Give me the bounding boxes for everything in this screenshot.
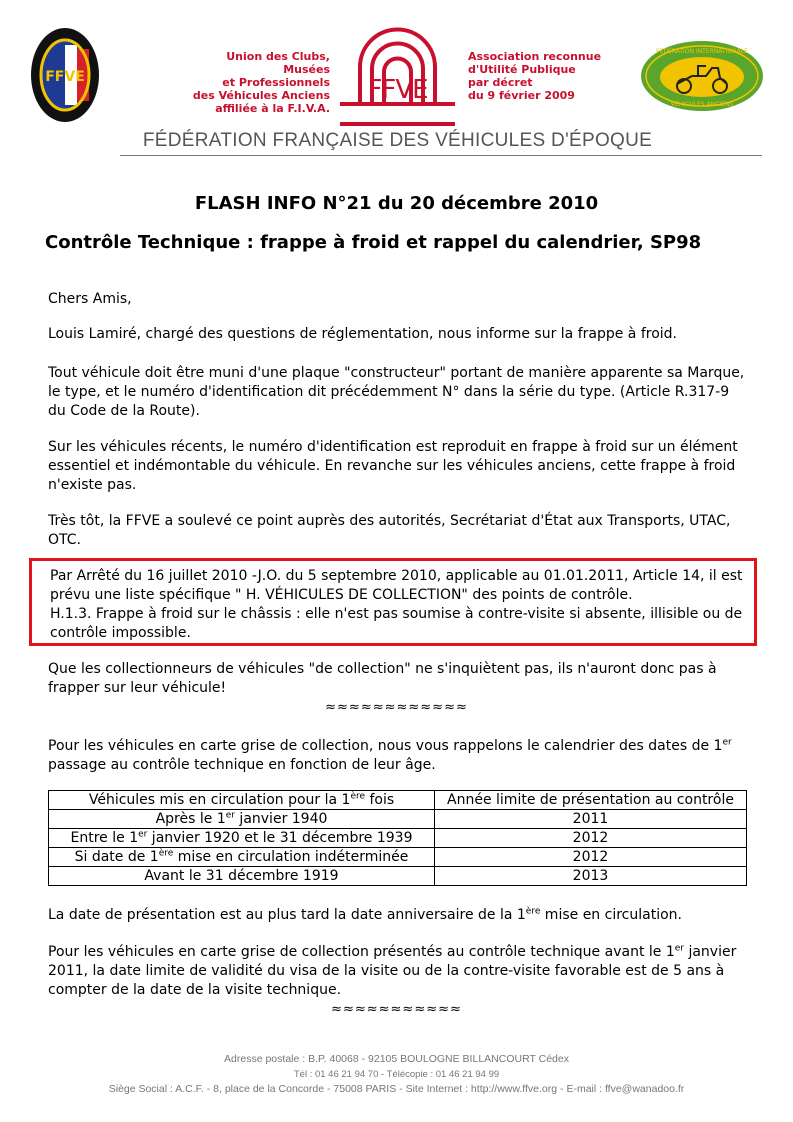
table-header-row: [49, 791, 747, 810]
paragraph-lamire: Louis Lamiré, chargé des questions de réglementation, nous informe sur la frappe à froid.: [48, 326, 678, 342]
footer: [0, 1052, 793, 1097]
cell-text: Si date de 1: [74, 849, 159, 865]
paragraph-rappel: [48, 737, 748, 775]
footer-phone: Tél : 01 46 21 94 70 - Télécopie : 01 46 21 94 99: [293, 1069, 500, 1080]
ffve-logo-letters: FFVE: [367, 75, 428, 105]
union-line: des Véhicules Anciens: [192, 89, 330, 102]
cell-text-end: mise en circulation indéterminée: [173, 849, 409, 865]
footer-address: Adresse postale : B.P. 40068 - 92105 BOULOGNE BILLANCOURT Cédex: [224, 1053, 569, 1065]
superscript: ère: [350, 791, 366, 802]
date-pres-text-end: mise en circulation.: [540, 907, 682, 923]
greeting: Chers Amis,: [48, 291, 132, 307]
table-cell-period: [49, 810, 435, 829]
table-cell-year: 2013: [435, 867, 747, 886]
union-line: affiliée à la F.I.V.A.: [215, 102, 330, 115]
header-text: Véhicules mis en circulation pour la 1: [88, 792, 351, 808]
footer-seat: Siège Social : A.C.F. - 8, place de la Concorde - 75008 PARIS - Site Internet : http://www.ffve.org - E-mail : ffve@wanadoo.fr: [108, 1083, 685, 1095]
superscript: ère: [525, 906, 541, 917]
cell-text-end: janvier 1940: [234, 811, 328, 827]
subject-title: Contrôle Technique : frappe à froid et rappel du calendrier, SP98: [45, 232, 702, 253]
cell-text: Avant le 31 décembre 1919: [144, 868, 339, 884]
union-line: Union des Clubs, Musées: [226, 50, 330, 76]
union-line: et Professionnels: [222, 76, 330, 89]
paragraph-ffve: Très tôt, la FFVE a soulevé ce point auprès des autorités, Secrétariat d'État aux Transports, UTAC, OTC.: [48, 513, 731, 548]
ffve-round-logo: [30, 25, 100, 125]
flash-info-title: FLASH INFO N°21 du 20 décembre 2010: [194, 193, 599, 214]
header-divider: [120, 155, 762, 156]
superscript: er: [674, 943, 684, 954]
association-line: par décret: [468, 76, 533, 89]
calendar-table: [48, 790, 747, 886]
paragraph-plaque: Tout véhicule doit être muni d'une plaque "constructeur" portant de manière apparente sa Marque, le type, et le numéro d'identification dit précédemment N° dans la série du type. (Article R.317-9 du Code de la Route).: [48, 365, 745, 419]
fiva-logo-top-text: FÉDÉRATION INTERNATIONALE: [656, 48, 748, 55]
federation-name: FÉDÉRATION FRANÇAISE DES VÉHICULES D'ÉPOQUE: [142, 130, 653, 151]
arrete-h13-text: H.1.3. Frappe à froid sur le châssis : elle n'est pas soumise à contre-visite si absente, illisible ou de contrôle impossible.: [50, 606, 743, 641]
union-description: [180, 50, 330, 115]
paragraph-arrete: [50, 567, 750, 643]
paragraph-recent-vehicles: Sur les véhicules récents, le numéro d'identification est reproduit en frappe à froid sur un élément essentiel et indémontable du véhicule. En revanche sur les véhicules anciens, cette frappe à froid n'existe pas.: [48, 439, 738, 493]
arrete-text: Par Arrêté du 16 juillet 2010 -J.O. du 5 septembre 2010, applicable au 01.01.2011, Article 14, il est prévu une liste spécifique " H. VÉHICULES DE COLLECTION" des points de contrôle.: [50, 568, 743, 603]
separator: ≈≈≈≈≈≈≈≈≈≈≈: [331, 1002, 462, 1017]
ffve-center-logo: [340, 22, 455, 126]
separator: ≈≈≈≈≈≈≈≈≈≈≈≈: [325, 700, 468, 715]
date-pres-text: La date de présentation est au plus tard la date anniversaire de la 1: [48, 907, 526, 923]
paragraph-collection: Que les collectionneurs de véhicules "de collection" ne s'inquiètent pas, ils n'auront donc pas à frapper sur leur véhicule!: [48, 661, 717, 696]
table-cell-year: 2012: [435, 829, 747, 848]
highlight-box: [29, 558, 757, 646]
paragraph-validite: [48, 943, 748, 1000]
cell-text-end: janvier 1920 et le 31 décembre 1939: [147, 830, 413, 846]
table-cell-year: 2012: [435, 848, 747, 867]
paragraph-date-presentation: [48, 906, 748, 925]
table-row: [49, 829, 747, 848]
cell-text: Entre le 1: [70, 830, 139, 846]
fiva-logo: [640, 40, 764, 112]
cell-text: Après le 1: [155, 811, 226, 827]
table-row: [49, 810, 747, 829]
table-cell-period: [49, 829, 435, 848]
round-logo-monogram: FFVE: [45, 69, 85, 85]
table-cell-period: [49, 867, 435, 886]
table-header-cell: Année limite de présentation au contrôle: [435, 791, 747, 810]
fiva-logo-bottom-text: VÉHICULES ANCIENS: [670, 101, 734, 108]
superscript: er: [722, 737, 732, 748]
association-description: [468, 50, 618, 102]
rappel-text-end: passage au contrôle technique en fonction de leur âge.: [48, 757, 436, 773]
header-text-end: fois: [365, 792, 395, 808]
rappel-text: Pour les véhicules en carte grise de collection, nous vous rappelons le calendrier des dates de 1: [48, 738, 723, 754]
association-line: du 9 février 2009: [468, 89, 575, 102]
association-line: Association reconnue: [468, 50, 602, 63]
table-cell-period: [49, 848, 435, 867]
letterhead: [0, 0, 793, 160]
table-header-cell: [49, 791, 435, 810]
superscript: er: [138, 829, 148, 840]
superscript: er: [225, 810, 235, 821]
table-row: [49, 867, 747, 886]
validite-text: Pour les véhicules en carte grise de collection présentés au contrôle technique avant le 1: [48, 944, 675, 960]
table-row: [49, 848, 747, 867]
association-line: d'Utilité Publique: [468, 63, 576, 76]
validite-text-end: janvier 2011, la date limite de validité du visa de la visite ou de la contre-visite favorable est de 5 ans à compter de la date de la visite technique.: [48, 944, 737, 998]
superscript: ère: [158, 848, 174, 859]
table-cell-year: 2011: [435, 810, 747, 829]
